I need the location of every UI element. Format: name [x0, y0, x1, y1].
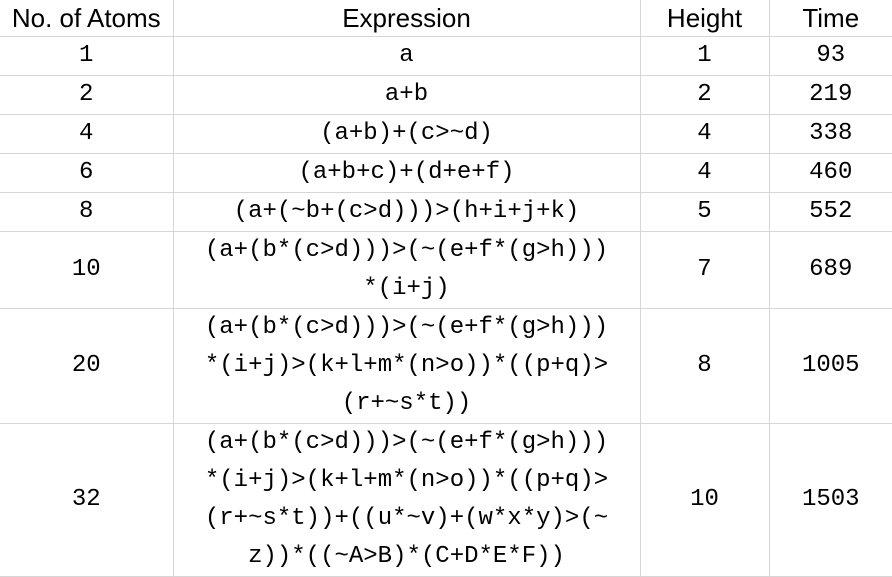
time-cell: 338 [769, 115, 892, 154]
atoms-cell: 32 [0, 424, 173, 577]
height-cell: 4 [640, 115, 769, 154]
header-row [0, 0, 892, 37]
atoms-cell: 4 [0, 115, 173, 154]
expression-line: (a+(b*(c>d)))>(~(e+f*(g>h))) [204, 429, 609, 456]
time-cell: 689 [769, 232, 892, 309]
atoms-cell: 6 [0, 154, 173, 193]
header-height: Height [640, 0, 769, 37]
time-cell: 460 [769, 154, 892, 193]
expression-cell [173, 115, 640, 154]
expression-cell [173, 193, 640, 232]
expression-line: (a+b)+(c>~d) [320, 120, 493, 147]
table-row [0, 37, 892, 76]
table-row [0, 115, 892, 154]
atoms-cell: 8 [0, 193, 173, 232]
time-cell: 1005 [769, 309, 892, 424]
expression-line: (a+(~b+(c>d)))>(h+i+j+k) [233, 198, 580, 225]
expression-line: (r+~s*t)) [341, 390, 472, 417]
height-cell: 5 [640, 193, 769, 232]
height-cell: 10 [640, 424, 769, 577]
time-cell: 93 [769, 37, 892, 76]
atoms-cell: 2 [0, 76, 173, 115]
height-cell: 4 [640, 154, 769, 193]
table-row [0, 309, 892, 424]
header-time: Time [769, 0, 892, 37]
height-cell: 7 [640, 232, 769, 309]
expression-line: *(i+j) [363, 275, 450, 302]
expression-cell [173, 76, 640, 115]
expression-line: (a+(b*(c>d)))>(~(e+f*(g>h))) [204, 314, 609, 341]
expression-line: a [399, 42, 414, 69]
expression-cell [173, 37, 640, 76]
expression-line: z))*((~A>B)*(C+D*E*F)) [248, 543, 565, 570]
table-row [0, 424, 892, 577]
time-cell: 552 [769, 193, 892, 232]
expression-line: *(i+j)>(k+l+m*(n>o))*((p+q)> [204, 467, 609, 494]
expression-line: a+b [384, 81, 429, 108]
expression-line: (r+~s*t))+((u*~v)+(w*x*y)>(~ [204, 505, 609, 532]
expression-line: *(i+j)>(k+l+m*(n>o))*((p+q)> [204, 352, 609, 379]
height-cell: 2 [640, 76, 769, 115]
header-expression: Expression [173, 0, 640, 37]
atoms-cell: 20 [0, 309, 173, 424]
table-row [0, 154, 892, 193]
height-cell: 1 [640, 37, 769, 76]
atoms-cell: 10 [0, 232, 173, 309]
expression-cell [173, 309, 640, 424]
time-cell: 219 [769, 76, 892, 115]
atoms-cell: 1 [0, 37, 173, 76]
expression-cell [173, 232, 640, 309]
expression-cell [173, 154, 640, 193]
height-cell: 8 [640, 309, 769, 424]
table-row [0, 76, 892, 115]
expression-line: (a+b+c)+(d+e+f) [298, 159, 515, 186]
table-row [0, 232, 892, 309]
time-cell: 1503 [769, 424, 892, 577]
expression-cell [173, 424, 640, 577]
expression-line: (a+(b*(c>d)))>(~(e+f*(g>h))) [204, 237, 609, 264]
header-atoms: No. of Atoms [0, 0, 173, 37]
table-row [0, 193, 892, 232]
